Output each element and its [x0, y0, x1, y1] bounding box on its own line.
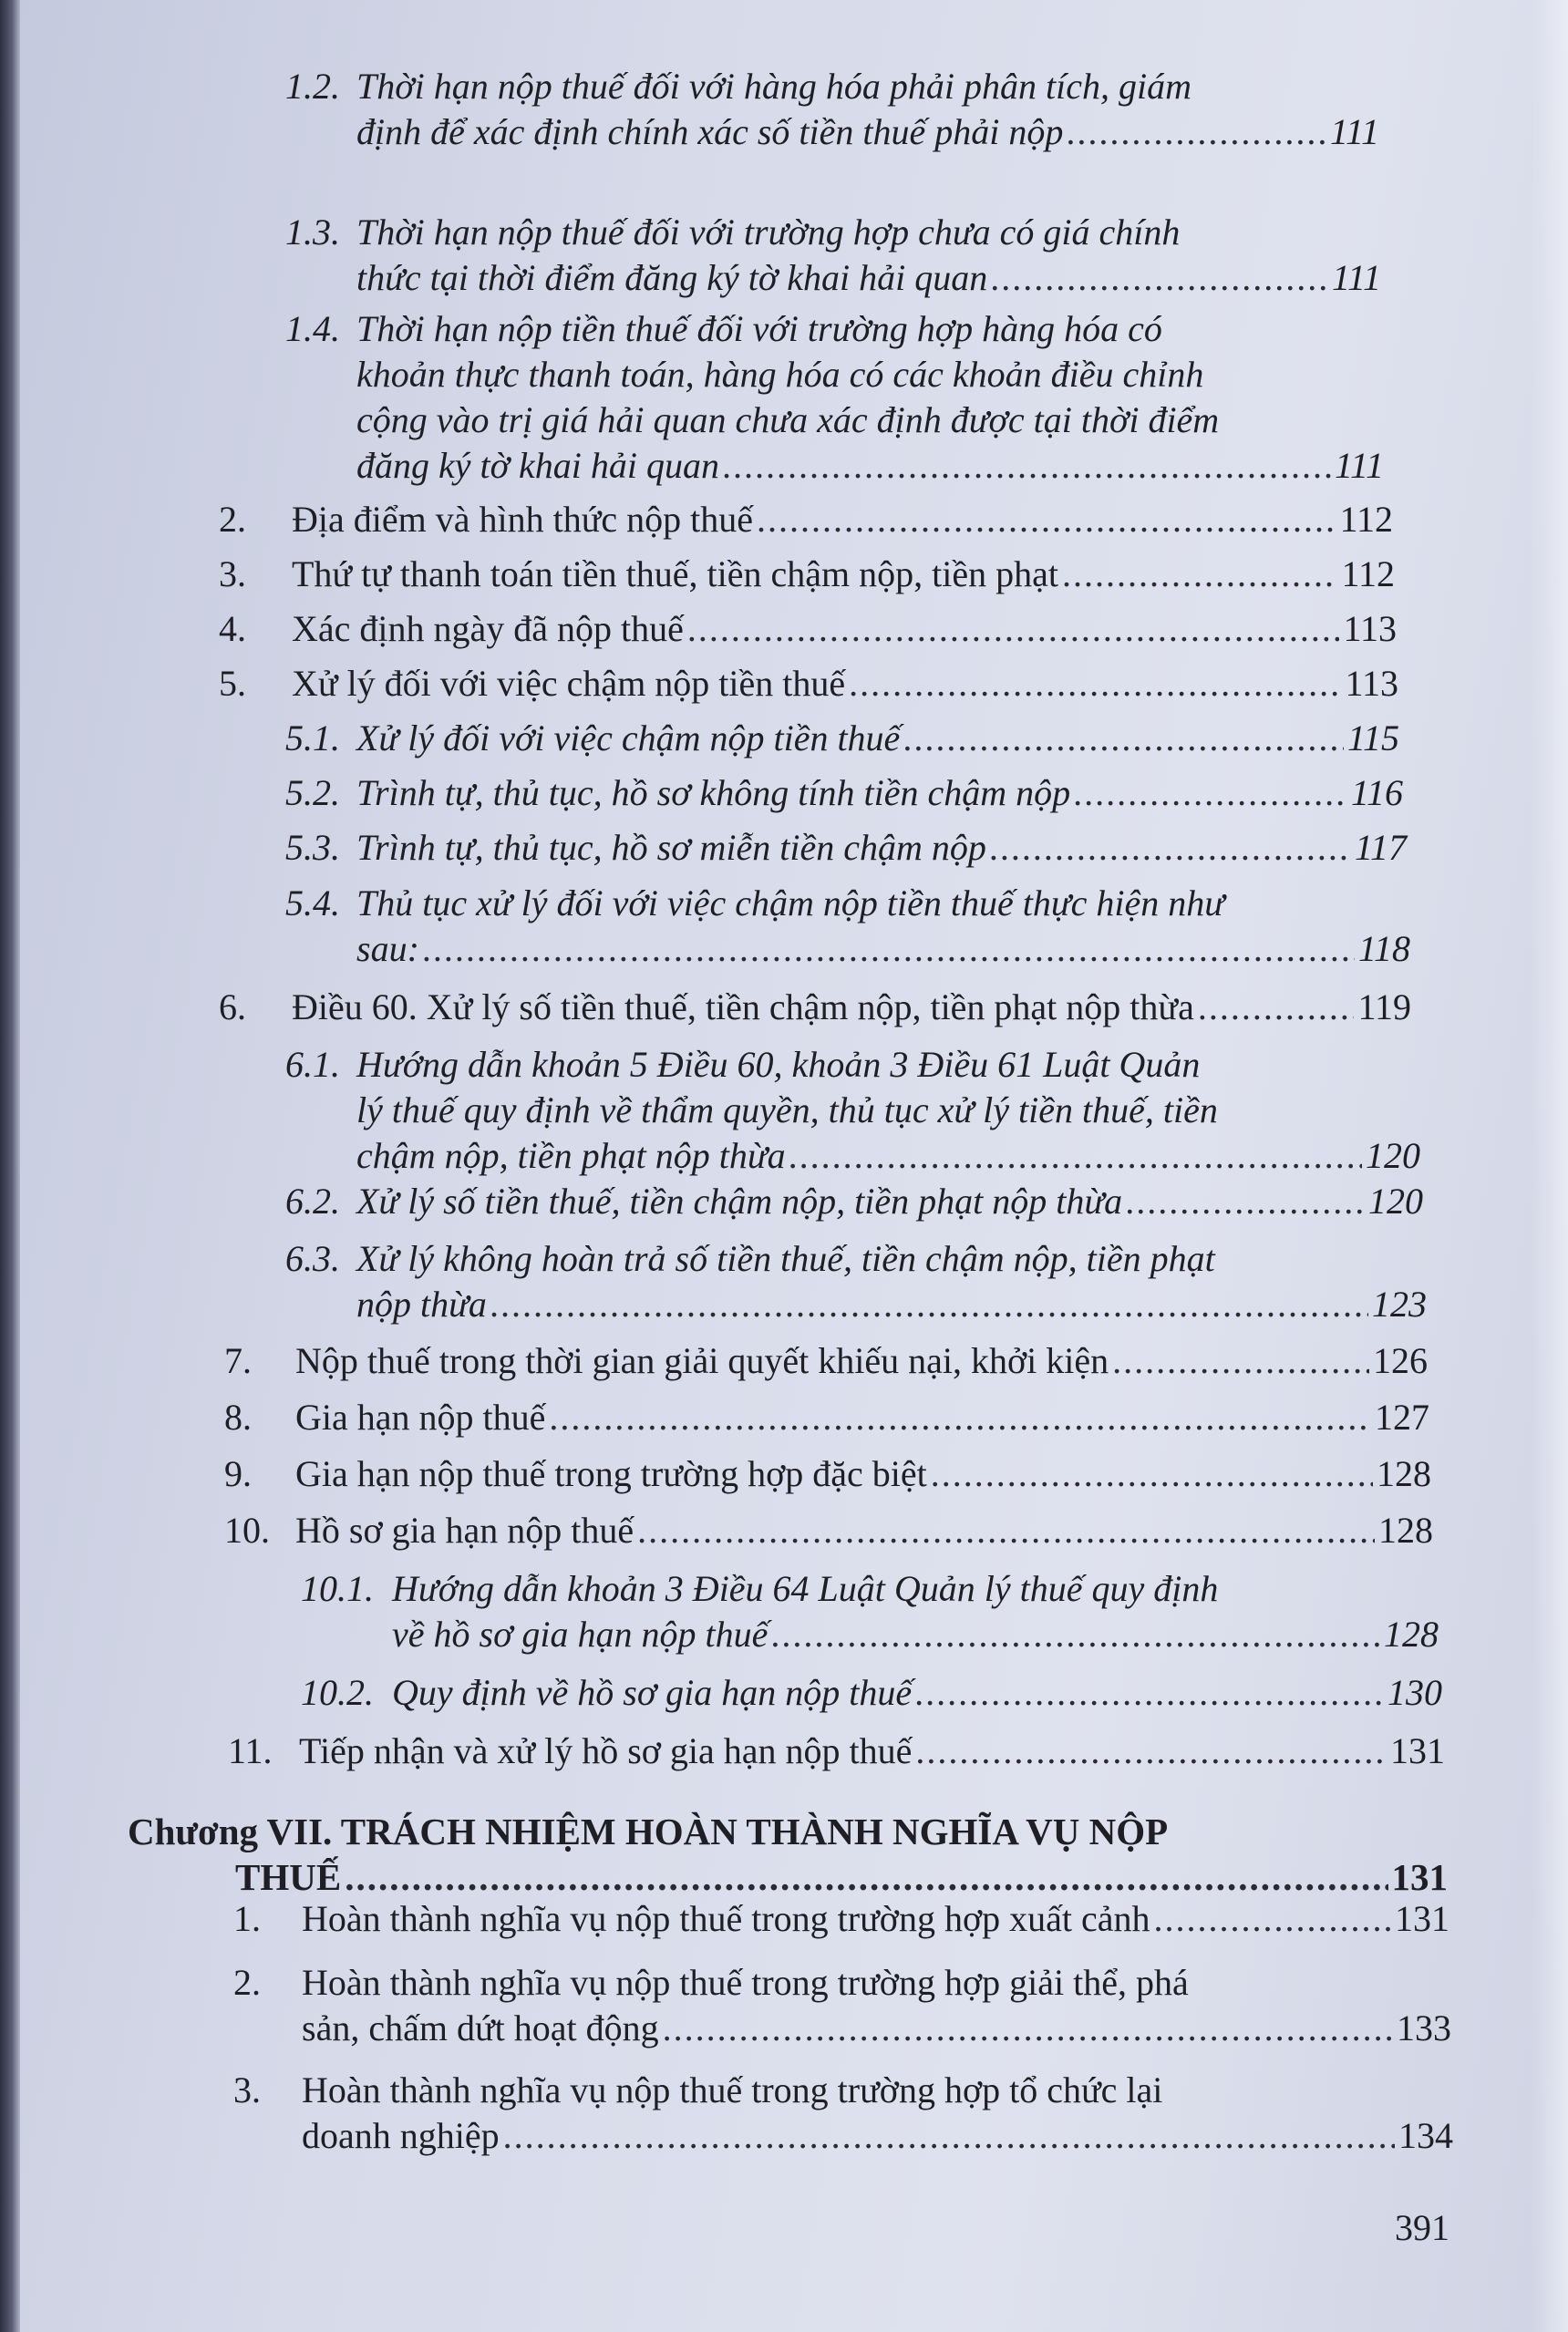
toc-entry-title-line: Hoàn thành nghĩa vụ nộp thuế trong trường hợp xuất cảnh	[302, 1898, 1150, 1939]
toc-entry-title-line: Thời hạn nộp thuế đối với hàng hóa phải phân tích, giám	[356, 66, 1191, 107]
toc-entry-page: 120	[1368, 1181, 1423, 1222]
toc-entry-6-2	[285, 1179, 1423, 1224]
toc-entry-page: 113	[1343, 608, 1397, 649]
toc-entry-title-line: nộp thừa	[356, 1284, 487, 1325]
toc-entry-page: 111	[1334, 445, 1384, 486]
toc-entry-title-line: chậm nộp, tiền phạt nộp thừa	[356, 1135, 786, 1176]
toc-entry-title-line: Quy định về hồ sơ gia hạn nộp thuế	[392, 1672, 913, 1713]
toc-entry-title-line: Xử lý không hoàn trả số tiền thuế, tiền chậm nộp, tiền phạt	[356, 1238, 1215, 1279]
dot-leader	[1112, 1338, 1369, 1384]
toc-entry-3	[219, 552, 1395, 597]
toc-entry-title-line: Điều 60. Xử lý số tiền thuế, tiền chậm nộp, tiền phạt nộp thừa	[292, 986, 1194, 1027]
toc-entry-5-2	[285, 770, 1403, 816]
toc-chapter7-entry-3	[233, 2068, 1453, 2159]
toc-entry-number: 7.	[224, 1340, 252, 1381]
toc-entry-page: 112	[1339, 499, 1393, 540]
dot-leader	[345, 1854, 1387, 1900]
toc-entry-10-1	[301, 1566, 1439, 1657]
toc-chapter7-entry-2	[233, 1960, 1451, 2051]
toc-entry-title-line: Xử lý đối với việc chậm nộp tiền thuế	[356, 717, 901, 758]
toc-entry-title-line: Trình tự, thủ tục, hồ sơ miễn tiền chậm nộp	[356, 827, 986, 868]
toc-entry-page: 123	[1372, 1284, 1427, 1325]
toc-entry-6-1	[285, 1042, 1420, 1179]
toc-entry-10-2	[301, 1670, 1442, 1716]
toc-entry-6-3	[285, 1236, 1427, 1327]
toc-entry-4	[219, 606, 1397, 652]
toc-entry-page: 131	[1390, 1730, 1445, 1771]
dot-leader	[915, 1728, 1387, 1774]
toc-entry-9	[224, 1451, 1431, 1497]
dot-leader	[1067, 109, 1326, 155]
toc-entry-title-line: định để xác định chính xác số tiền thuế phải nộp	[356, 111, 1064, 152]
toc-entry-title-line: sau:	[356, 928, 419, 969]
toc-entry-7	[224, 1338, 1428, 1384]
toc-entry-number: 5.2.	[285, 772, 340, 813]
toc-entry-title-line: Xử lý đối với việc chậm nộp tiền thuế	[292, 663, 846, 704]
toc-entry-title-line: Hướng dẫn khoản 3 Điều 64 Luật Quản lý thuế quy định	[392, 1568, 1219, 1609]
toc-entry-title-line: Hồ sơ gia hạn nộp thuế	[295, 1510, 634, 1551]
toc-entry-2	[219, 497, 1393, 542]
toc-entry-page: 120	[1366, 1135, 1420, 1176]
toc-entry-number: 11.	[228, 1730, 273, 1771]
dot-leader	[1153, 1896, 1391, 1942]
dot-leader	[1074, 770, 1347, 816]
toc-entry-number: 6.2.	[285, 1181, 340, 1222]
toc-entry-page: 113	[1345, 663, 1398, 704]
toc-entry-title-line: Hoàn thành nghĩa vụ nộp thuế trong trường hợp giải thể, phá	[302, 1962, 1189, 2003]
dot-leader	[990, 825, 1351, 871]
dot-leader	[931, 1451, 1373, 1497]
dot-leader	[849, 661, 1341, 707]
dot-leader	[771, 1612, 1380, 1657]
page-number: 391	[1395, 2207, 1449, 2248]
toc-entry-1-3	[285, 210, 1381, 301]
toc-entry-title-line: cộng vào trị giá hải quan chưa xác định được tại thời điểm	[356, 399, 1220, 440]
toc-entry-page: 116	[1350, 772, 1403, 813]
toc-entry-title-line: sản, chấm dứt hoạt động	[302, 2007, 659, 2048]
dot-leader	[687, 606, 1340, 652]
toc-entry-11	[228, 1728, 1445, 1774]
toc-entry-title-line: doanh nghiệp	[302, 2115, 500, 2156]
dot-leader	[549, 1395, 1371, 1440]
toc-entry-title-line: Thứ tự thanh toán tiền thuế, tiền chậm nộp, tiền phạt	[292, 553, 1058, 594]
toc-entry-1-4	[285, 306, 1384, 489]
book-spine	[0, 0, 20, 2332]
toc-entry-title-line: Xác định ngày đã nộp thuế	[292, 608, 684, 649]
dot-leader	[637, 1508, 1375, 1553]
toc-entry-1-2	[285, 64, 1379, 155]
toc-entry-title-line: Thủ tục xử lý đối với việc chậm nộp tiền thuế thực hiện như	[356, 882, 1225, 924]
toc-entry-number: 1.4.	[285, 308, 340, 349]
toc-entry-title-line: lý thuế quy định về thẩm quyền, thủ tục xử lý tiền thuế, tiền	[356, 1089, 1218, 1130]
toc-entry-number: 10.2.	[301, 1672, 374, 1713]
toc-chapter7-entry-1	[233, 1896, 1449, 1942]
dot-leader	[723, 443, 1331, 489]
page-edge	[1532, 0, 1568, 2332]
toc-entry-page: 111	[1331, 257, 1381, 298]
toc-entry-page: 127	[1375, 1397, 1429, 1438]
dot-leader	[991, 255, 1328, 301]
dot-leader	[757, 497, 1336, 542]
toc-entry-number: 10.	[224, 1510, 270, 1551]
toc-entry-number: 3.	[233, 2069, 261, 2110]
toc-entry-title-line: Nộp thuế trong thời gian giải quyết khiếu nại, khởi kiện	[295, 1340, 1109, 1381]
toc-entry-number: 6.3.	[285, 1238, 340, 1279]
toc-entry-title-line: khoản thực thanh toán, hàng hóa có các khoản điều chỉnh	[356, 354, 1204, 395]
toc-entry-number: 5.3.	[285, 827, 340, 868]
toc-entry-number: 9.	[224, 1453, 252, 1494]
toc-entry-number: 5.4.	[285, 882, 340, 924]
toc-entry-title-line: Tiếp nhận và xử lý hồ sơ gia hạn nộp thuế	[299, 1730, 913, 1771]
toc-entry-5-1	[285, 716, 1399, 761]
dot-leader	[903, 716, 1344, 761]
toc-entry-title-line: đăng ký tờ khai hải quan	[356, 445, 719, 486]
toc-entry-number: 4.	[219, 608, 246, 649]
toc-entry-title-line: về hồ sơ gia hạn nộp thuế	[392, 1614, 769, 1655]
toc-entry-number: 6.	[219, 986, 246, 1027]
toc-entry-number: 5.1.	[285, 717, 340, 758]
toc-entry-number: 3.	[219, 553, 246, 594]
toc-entry-page: 126	[1373, 1340, 1428, 1381]
toc-entry-page: 119	[1357, 986, 1411, 1027]
toc-entry-number: 5.	[219, 663, 246, 704]
toc-entry-page: 128	[1384, 1614, 1439, 1655]
toc-entry-page: 111	[1329, 111, 1379, 152]
dot-leader	[1062, 552, 1338, 597]
toc-entry-page: 117	[1354, 827, 1407, 868]
toc-entry-page: 118	[1357, 928, 1410, 969]
toc-entry-title-line: Trình tự, thủ tục, hồ sơ không tính tiền chậm nộp	[356, 772, 1071, 813]
toc-entry-title-line: Xử lý số tiền thuế, tiền chậm nộp, tiền phạt nộp thừa	[356, 1181, 1123, 1222]
toc-entry-number: 6.1.	[285, 1044, 340, 1085]
toc-entry-page: 128	[1378, 1510, 1433, 1551]
dot-leader	[1198, 985, 1355, 1030]
toc-entry-8	[224, 1395, 1429, 1440]
toc-entry-10	[224, 1508, 1433, 1553]
toc-entry-page: 131	[1395, 1898, 1449, 1939]
toc-entry-5-3	[285, 825, 1407, 871]
toc-entry-page: 130	[1387, 1672, 1442, 1713]
toc-entry-title-line: Hướng dẫn khoản 5 Điều 60, khoản 3 Điều 61 Luật Quản	[356, 1044, 1201, 1085]
dot-leader	[1126, 1179, 1365, 1224]
chapter-title-line: THUẾ	[235, 1856, 342, 1898]
toc-entry-5	[219, 661, 1398, 707]
toc-entry-title-line: Địa điểm và hình thức nộp thuế	[292, 499, 754, 540]
toc-entry-title-line: Gia hạn nộp thuế trong trường hợp đặc biệt	[295, 1453, 927, 1494]
dot-leader	[503, 2113, 1395, 2159]
toc-entry-page: 128	[1377, 1453, 1431, 1494]
chapter-title-line: Chương VII. TRÁCH NHIỆM HOÀN THÀNH NGHĨA VỤ NỘP	[128, 1811, 1169, 1852]
toc-entry-number: 2.	[219, 499, 246, 540]
toc-entry-page: 134	[1398, 2115, 1453, 2156]
toc-entry-page: 112	[1341, 553, 1395, 594]
toc-entry-title-line: thức tại thời điểm đăng ký tờ khai hải quan	[356, 257, 988, 298]
toc-chapter-7	[128, 1809, 1448, 1900]
dot-leader	[423, 926, 1355, 972]
toc-entry-page: 133	[1397, 2007, 1451, 2048]
toc-entry-number: 2.	[233, 1962, 261, 2003]
toc-entry-number: 1.2.	[285, 66, 340, 107]
toc-entry-6	[219, 985, 1411, 1030]
toc-entry-title-line: Thời hạn nộp thuế đối với trường hợp chưa có giá chính	[356, 212, 1181, 253]
toc-entry-number: 10.1.	[301, 1568, 374, 1609]
toc-entry-number: 8.	[224, 1397, 252, 1438]
toc-entry-number: 1.3.	[285, 212, 340, 253]
toc-entry-title-line: Thời hạn nộp tiền thuế đối với trường hợp hàng hóa có	[356, 308, 1162, 349]
toc-entry-number: 1.	[233, 1898, 261, 1939]
dot-leader	[490, 1282, 1368, 1327]
toc-entry-page: 115	[1346, 717, 1399, 758]
dot-leader	[789, 1133, 1362, 1179]
dot-leader	[663, 2006, 1393, 2051]
dot-leader	[915, 1670, 1384, 1716]
toc-entry-page: 131	[1391, 1856, 1448, 1898]
toc-entry-5-4	[285, 881, 1410, 972]
toc-entry-title-line: Hoàn thành nghĩa vụ nộp thuế trong trường hợp tổ chức lại	[302, 2069, 1163, 2110]
toc-entry-title-line: Gia hạn nộp thuế	[295, 1397, 546, 1438]
